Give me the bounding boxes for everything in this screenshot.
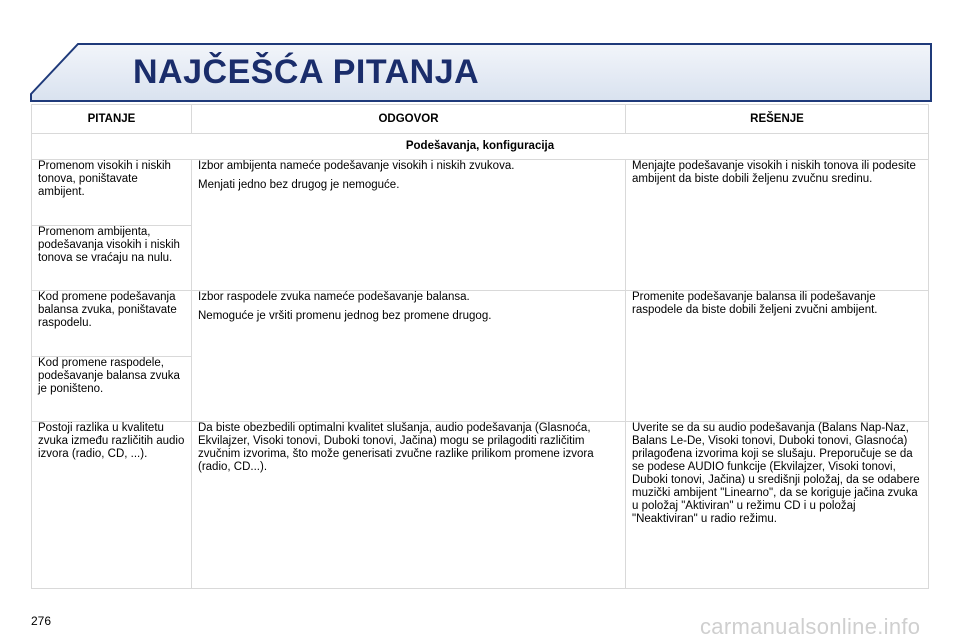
question-text: Kod promene raspodele, podešavanje balansa zvuka je poništeno.: [38, 357, 180, 395]
table-row: [31, 291, 929, 357]
section-title: Podešavanja, konfiguracija: [31, 134, 929, 160]
answer-text: Izbor ambijenta nameće podešavanje visokih i niskih zvukova.: [198, 160, 515, 172]
header-band: [0, 0, 960, 108]
page-number: 276: [31, 614, 52, 628]
solution-text: Menjajte podešavanje visokih i niskih tonova ili podesite ambijent da biste dobili željenu zvučnu sredinu.: [632, 160, 916, 185]
question-cell: [31, 357, 192, 422]
question-text: Kod promene podešavanja balansa zvuka, poništavate raspodelu.: [38, 291, 177, 329]
column-header-answer: ODGOVOR: [192, 104, 626, 134]
solution-text: Uverite se da su audio podešavanja (Balans Nap-Naz, Balans Le-De, Visoki tonovi, Duboki tonovi, Glasnoća) prilagođena izvorima koji se slušaju. Preporučuje se da se podese AUDIO funkcije (Ekvilajzer, Visoki tonovi, Duboki tonovi, Jačina) u središnji položaj, da se odabere muzički ambijent "Linearno", da se koriguje jačina zvuka u položaj "Aktiviran" u režimu CD i u položaj "Neaktiviran" u radio režimu.: [632, 422, 920, 525]
table-row: [31, 422, 929, 589]
answer-cell: [192, 291, 626, 422]
solution-text: Promenite podešavanje balansa ili podešavanje raspodele da biste dobili željeni zvučni ambijent.: [632, 291, 878, 316]
solution-cell: [626, 422, 929, 589]
table-header-row: [31, 104, 929, 134]
answer-text: Da biste obezbedili optimalni kvalitet slušanja, audio podešavanja (Glasnoća, Ekvilajzer, Visoki tonovi, Duboki tonovi, Jačina) mogu se prilagoditi različitim zvučnim izvorima, što može generisati zvučne razlike prilikom promene izvora (radio, CD...).: [198, 422, 594, 473]
solution-cell: [626, 291, 929, 422]
question-text: Promenom visokih i niskih tonova, poništavate ambijent.: [38, 160, 171, 198]
section-row: [31, 134, 929, 160]
question-cell: [31, 291, 192, 357]
answer-cell: [192, 160, 626, 291]
watermark-text: carmanualsonline.info: [700, 614, 921, 639]
answer-cell: [192, 422, 626, 589]
answer-text: Izbor raspodele zvuka nameće podešavanje balansa.: [198, 291, 470, 303]
column-header-solution: REŠENJE: [626, 104, 929, 134]
question-text: Postoji razlika u kvalitetu zvuka između različitih audio izvora (radio, CD, ...).: [38, 422, 185, 460]
solution-cell: [626, 160, 929, 291]
question-cell: [31, 160, 192, 226]
question-cell: [31, 226, 192, 291]
faq-table: [31, 104, 929, 589]
answer-text: Menjati jedno bez drugog je nemoguće.: [198, 179, 400, 191]
page-title: NAJČEŠĆA PITANJA: [133, 53, 480, 91]
answer-text: Nemoguće je vršiti promenu jednog bez promene drugog.: [198, 310, 492, 322]
column-header-question: PITANJE: [31, 104, 192, 134]
question-cell: [31, 422, 192, 589]
table-row: [31, 160, 929, 226]
question-text: Promenom ambijenta, podešavanja visokih i niskih tonova se vraćaju na nulu.: [38, 226, 180, 264]
